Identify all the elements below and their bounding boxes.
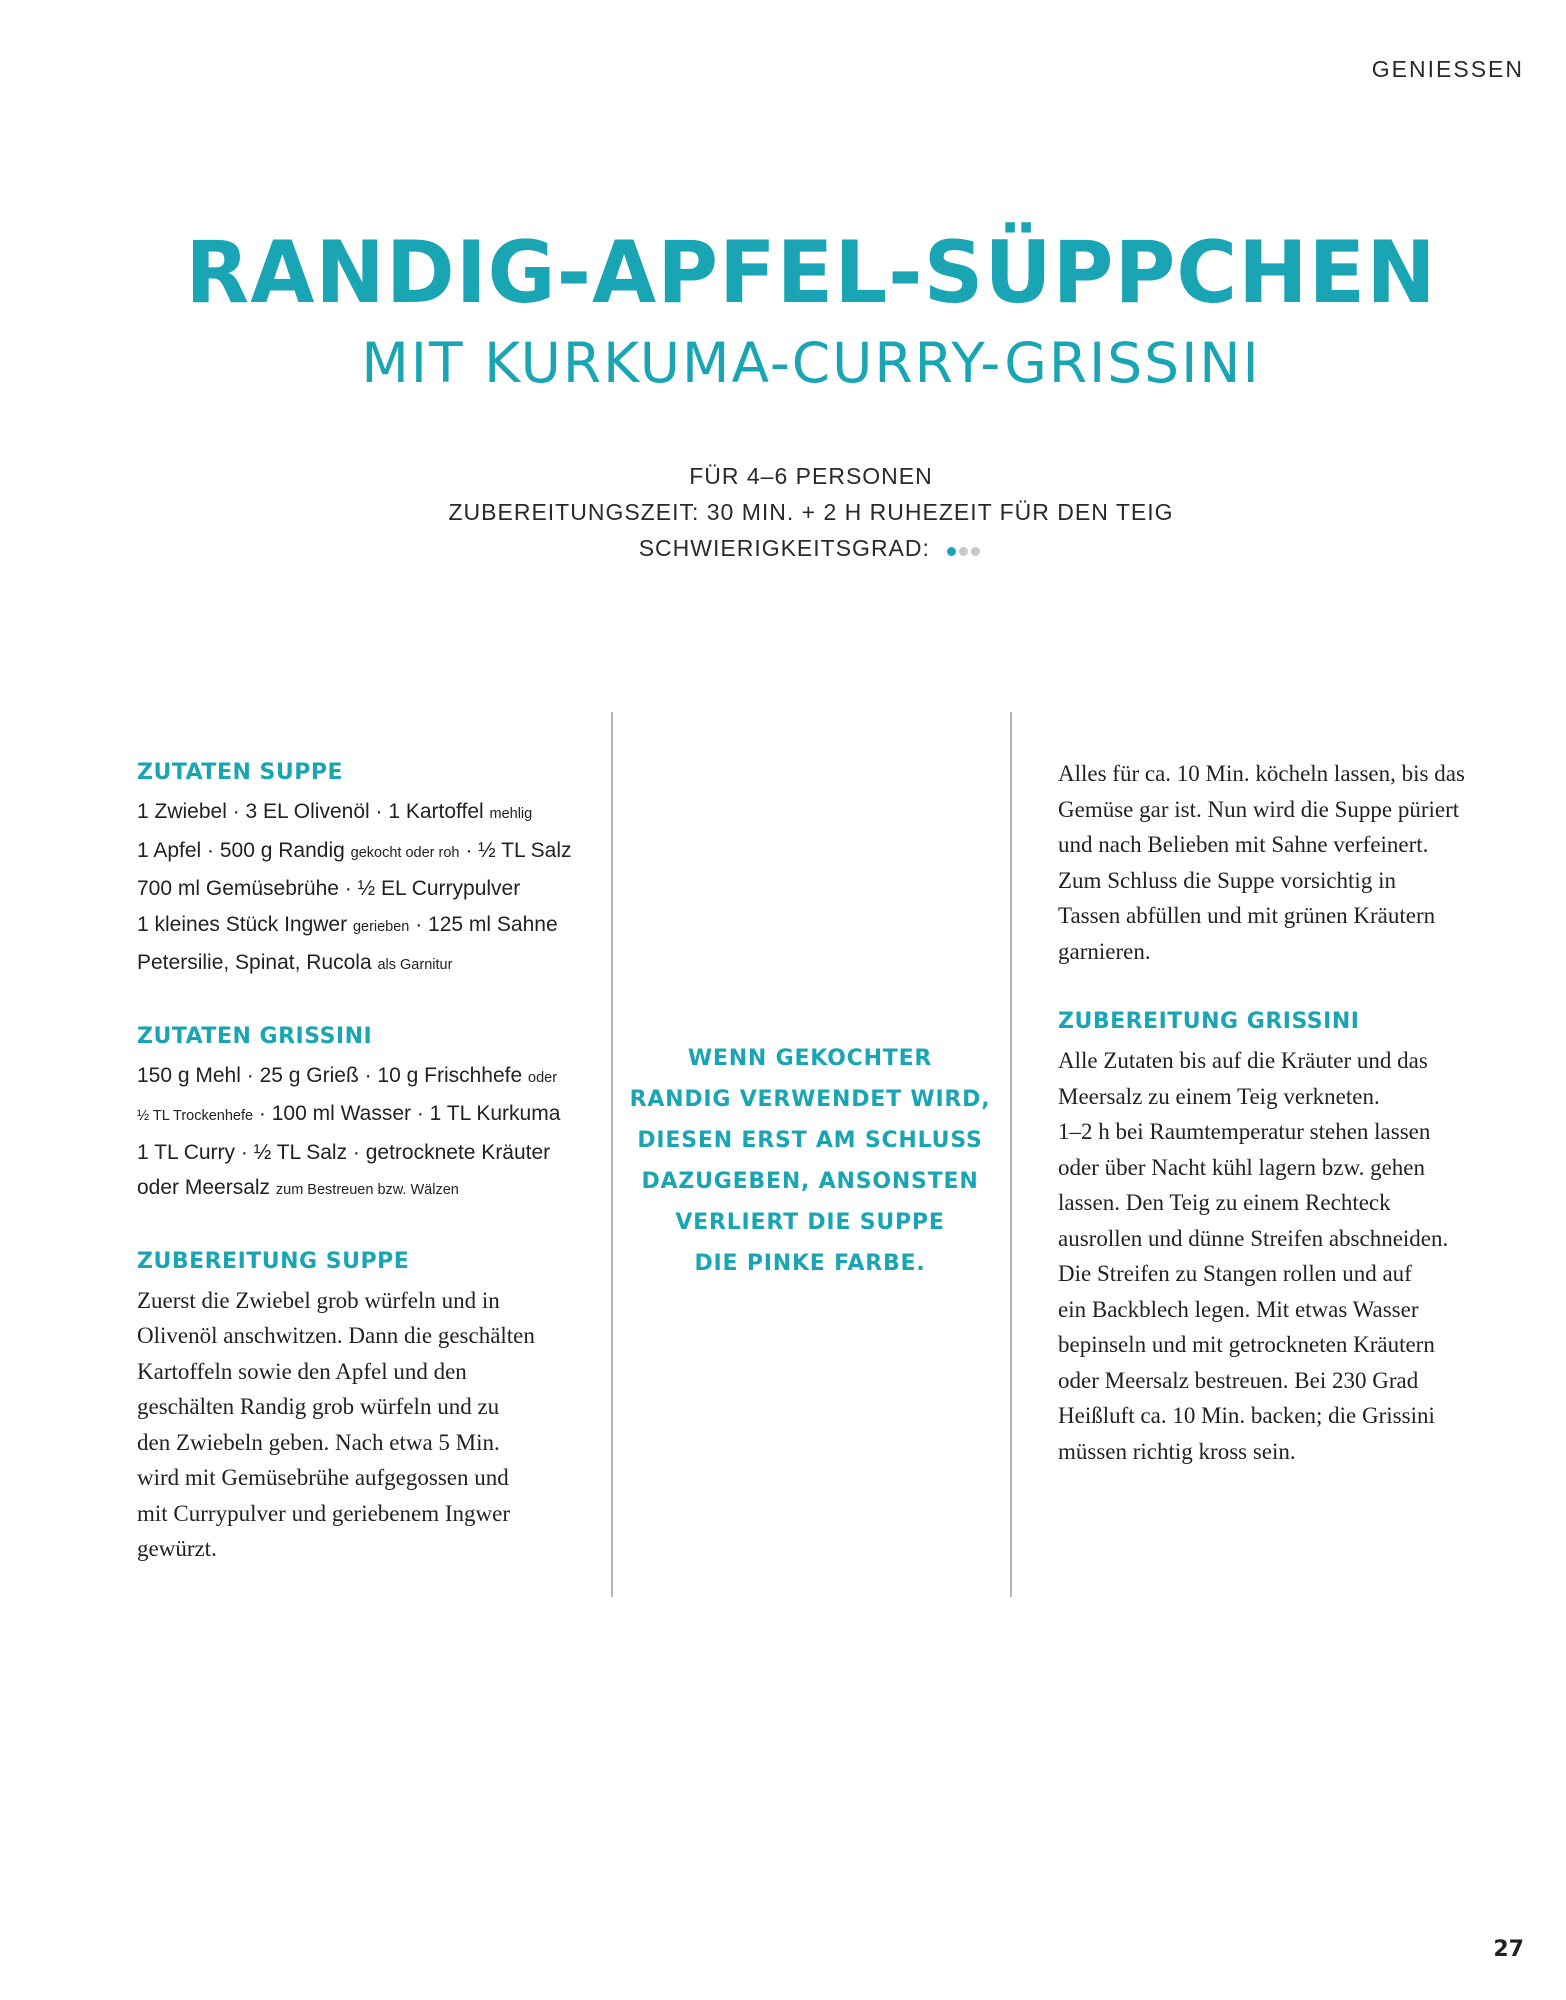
ingredient-text: 1 Apfel · 500 g Randig: [137, 838, 351, 862]
prep-grissini-text: [1058, 1043, 1498, 1469]
ingredient-note: oder: [528, 1069, 558, 1086]
text-line: Alle Zutaten bis auf die Kräuter und das: [1058, 1048, 1428, 1073]
text-line: Zuerst die Zwiebel grob würfeln und in: [137, 1287, 500, 1313]
ingredient-line: [137, 945, 577, 984]
difficulty-rating: [947, 532, 983, 568]
text-line: Kartoffeln sowie den Apfel und den: [137, 1358, 467, 1384]
ingredients-soup-heading: ZUTATEN SUPPE: [137, 760, 344, 785]
difficulty-dot-empty: [959, 547, 968, 556]
ingredient-text: 700 ml Gemüsebrühe · ½ EL Currypulver: [137, 877, 521, 900]
middle-column: [615, 1038, 1005, 1284]
tip-callout: [615, 1038, 1005, 1284]
text-line: Olivenöl anschwitzen. Dann die geschälten: [137, 1323, 535, 1348]
column-divider-left: [611, 712, 613, 1597]
text-line: oder Meersalz bestreuen. Bei 230 Grad: [1058, 1367, 1419, 1393]
ingredient-line: [137, 1170, 577, 1209]
ingredient-line: [137, 871, 577, 907]
ingredient-text: · 100 ml Wasser · 1 TL Kurkuma: [253, 1102, 561, 1125]
left-column: [137, 756, 577, 1603]
ingredient-text: 150 g Mehl · 25 g Grieß · 10 g Frischhefe: [137, 1063, 529, 1087]
text-line: geschälten Randig grob würfeln und zu: [137, 1394, 500, 1419]
ingredient-note: ½ TL Trockenhefe: [137, 1108, 254, 1124]
ingredients-grissini-heading: ZUTATEN GRISSINI: [137, 1023, 373, 1049]
ingredient-line: [137, 1135, 577, 1171]
text-line: gewürzt.: [137, 1536, 217, 1561]
text-line: und nach Belieben mit Sahne verfeinert.: [1058, 832, 1429, 857]
column-divider-right: [1010, 712, 1012, 1597]
text-line: den Zwiebeln geben. Nach etwa 5 Min.: [137, 1429, 500, 1455]
text-line: garnieren.: [1058, 938, 1151, 964]
ingredient-text: Petersilie, Spinat, Rucola: [137, 951, 378, 974]
ingredient-line: [137, 907, 577, 946]
tip-line: DIE PINKE FARBE.: [694, 1251, 926, 1276]
ingredient-text: 1 kleines Stück Ingwer: [137, 912, 353, 936]
section-label: GENIESSEN: [1371, 56, 1524, 82]
text-line: Tassen abfüllen und mit grünen Kräutern: [1058, 903, 1436, 928]
ingredient-text: oder Meersalz: [137, 1176, 276, 1199]
ingredient-text: 1 TL Curry · ½ TL Salz · getrocknete Kräuter: [137, 1140, 551, 1164]
ingredient-note: gekocht oder roh: [350, 844, 460, 861]
text-line: 1–2 h bei Raumtemperatur stehen lassen: [1058, 1119, 1431, 1144]
text-line: Alles für ca. 10 Min. köcheln lassen, bis das: [1058, 761, 1465, 786]
text-line: ausrollen und dünne Streifen abschneiden.: [1058, 1225, 1449, 1251]
ingredient-line: [137, 1058, 577, 1097]
prep-time: ZUBEREITUNGSZEIT: 30 MIN. + 2 H RUHEZEIT FÜR DEN TEIG: [448, 499, 1174, 525]
difficulty-label: SCHWIERIGKEITSGRAD:: [638, 535, 930, 561]
ingredient-line: [137, 1096, 577, 1135]
text-line: Die Streifen zu Stangen rollen und auf: [1058, 1261, 1412, 1286]
text-line: mit Currypulver und geriebenem Ingwer: [137, 1500, 510, 1526]
prep-grissini-heading: ZUBEREITUNG GRISSINI: [1058, 1009, 1360, 1034]
tip-line: RANDIG VERWENDET WIRD,: [629, 1087, 991, 1112]
ingredient-text: 1 Zwiebel · 3 EL Olivenöl · 1 Kartoffel: [137, 800, 490, 823]
ingredient-text: · ½ TL Salz: [459, 838, 572, 862]
ingredient-text: · 125 ml Sahne: [409, 912, 558, 936]
recipe-title: RANDIG-APFEL-SÜPPCHEN: [185, 223, 1437, 323]
text-line: müssen richtig kross sein.: [1058, 1438, 1296, 1464]
prep-soup-text: [137, 1283, 577, 1567]
text-line: oder über Nacht kühl lagern bzw. gehen: [1058, 1154, 1426, 1180]
ingredient-note: mehlig: [489, 806, 533, 822]
recipe-subtitle: MIT KURKUMA-CURRY-GRISSINI: [361, 331, 1261, 395]
text-line: bepinseln und mit getrockneten Kräutern: [1058, 1332, 1435, 1357]
difficulty-dot-empty: [971, 547, 980, 556]
tip-line: DAZUGEBEN, ANSONSTEN: [641, 1169, 979, 1194]
ingredient-note: als Garnitur: [377, 957, 453, 973]
difficulty-dot-filled: [947, 547, 956, 556]
page-number: 27: [1493, 1937, 1524, 1962]
text-line: Zum Schluss die Suppe vorsichtig in: [1058, 867, 1396, 893]
servings: FÜR 4–6 PERSONEN: [689, 463, 933, 489]
ingredient-note: zum Bestreuen bzw. Wälzen: [275, 1182, 459, 1198]
text-line: Heißluft ca. 10 Min. backen; die Grissini: [1058, 1403, 1435, 1428]
text-line: ein Backblech legen. Mit etwas Wasser: [1058, 1296, 1419, 1322]
tip-line: VERLIERT DIE SUPPE: [675, 1210, 945, 1235]
text-line: Gemüse gar ist. Nun wird die Suppe püriert: [1058, 796, 1460, 822]
ingredients-soup-list: [137, 794, 577, 984]
difficulty: [0, 530, 1566, 568]
text-line: Meersalz zu einem Teig verkneten.: [1058, 1083, 1380, 1109]
text-line: lassen. Den Teig zu einem Rechteck: [1058, 1190, 1391, 1215]
ingredient-line: [137, 794, 577, 833]
ingredient-note: gerieben: [352, 918, 410, 935]
tip-line: DIESEN ERST AM SCHLUSS: [637, 1128, 983, 1153]
ingredient-line: [137, 833, 577, 872]
prep-soup-continued-text: [1058, 756, 1498, 969]
recipe-meta: [0, 458, 1566, 568]
tip-line: WENN GEKOCHTER: [687, 1046, 933, 1071]
right-column: [1058, 756, 1498, 1505]
text-line: wird mit Gemüsebrühe aufgegossen und: [137, 1465, 509, 1490]
ingredients-grissini-list: [137, 1058, 577, 1209]
prep-soup-heading: ZUBEREITUNG SUPPE: [137, 1248, 410, 1274]
